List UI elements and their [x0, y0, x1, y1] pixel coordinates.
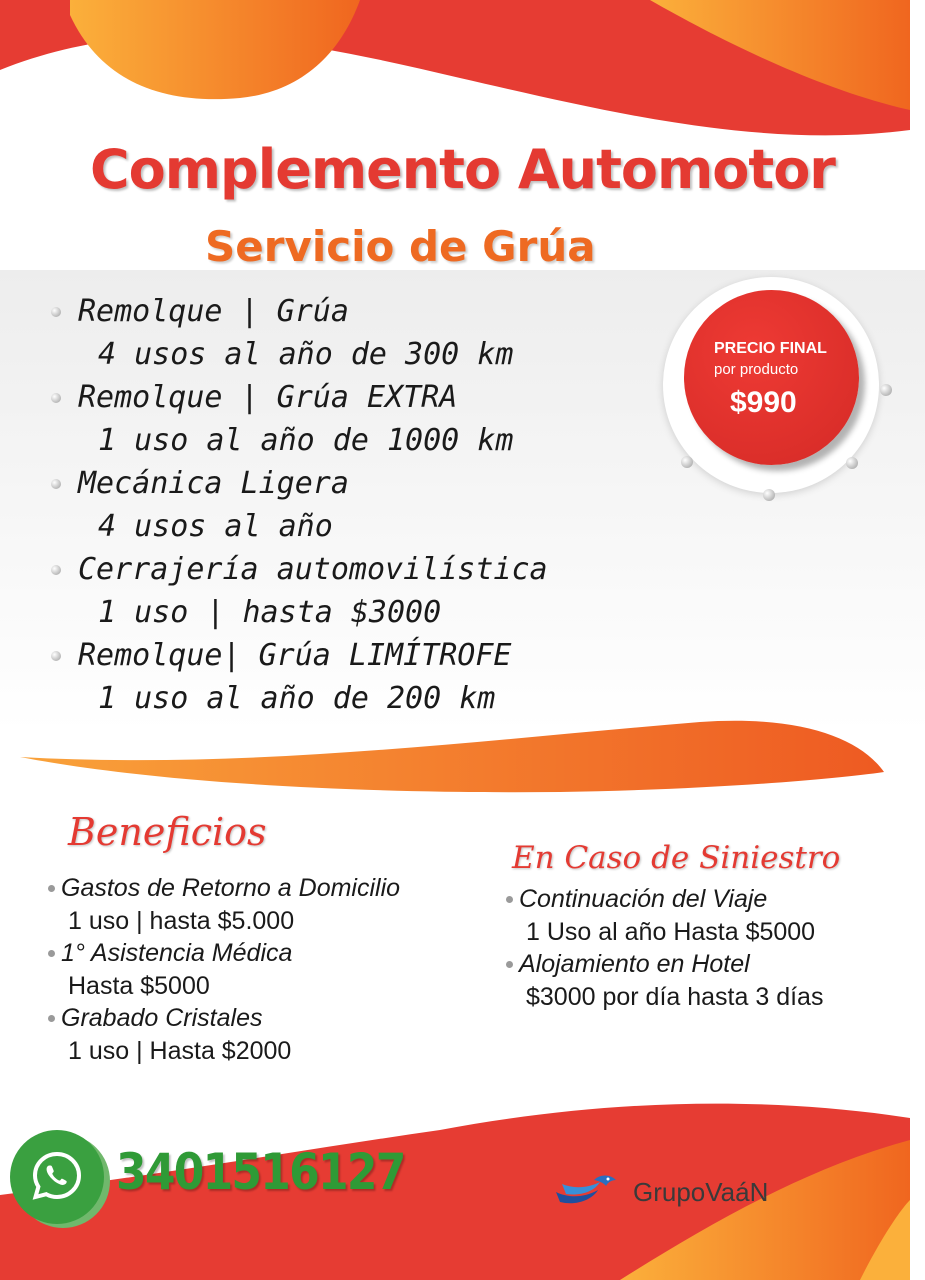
price-value: $990: [730, 386, 797, 419]
benefit-name: Gastos de Retorno a Domicilio: [61, 874, 401, 902]
service-item: [48, 634, 548, 720]
siniestro-list: [506, 883, 823, 1013]
siniestro-name: Continuación del Viaje: [519, 885, 768, 913]
phone-number[interactable]: 3401516127: [116, 1143, 405, 1201]
price-label: PRECIO FINAL: [714, 340, 827, 357]
service-name: Cerrajería automovilística: [78, 552, 548, 587]
siniestro-detail: $3000 por día hasta 3 días: [526, 982, 824, 1011]
benefit-item: [48, 872, 400, 937]
benefit-item: [48, 1002, 400, 1067]
bullet-icon: [51, 565, 61, 575]
benefit-detail: 1 uso | hasta $5.000: [68, 906, 295, 935]
benefit-detail: Hasta $5000: [68, 971, 210, 1000]
siniestro-item: [506, 883, 823, 948]
benefits-heading: Beneficios: [68, 810, 267, 854]
service-name: Remolque | Grúa EXTRA: [78, 380, 458, 415]
whatsapp-icon[interactable]: [31, 1150, 83, 1202]
benefit-detail: 1 uso | Hasta $2000: [68, 1036, 292, 1065]
benefit-name: 1° Asistencia Médica: [61, 939, 293, 967]
price-sublabel: por producto: [714, 361, 799, 378]
benefits-list: [48, 872, 400, 1067]
service-detail: 1 uso | hasta $3000: [98, 595, 442, 630]
bullet-icon: [506, 961, 513, 968]
service-detail: 4 usos al año de 300 km: [98, 337, 514, 372]
page-title: Complemento Automotor: [90, 138, 835, 201]
service-name: Mecánica Ligera: [78, 466, 349, 501]
services-list: [48, 290, 548, 720]
bullet-icon: [51, 307, 61, 317]
benefit-item: [48, 937, 400, 1002]
bullet-icon: [506, 896, 513, 903]
dot-icon: [681, 456, 693, 468]
bullet-icon: [51, 651, 61, 661]
dot-icon: [763, 489, 775, 501]
siniestro-name: Alojamiento en Hotel: [519, 950, 750, 978]
service-item: [48, 462, 548, 548]
dot-icon: [880, 384, 892, 396]
bird-logo-icon: [554, 1172, 620, 1212]
bullet-icon: [48, 950, 55, 957]
bullet-icon: [48, 1015, 55, 1022]
service-name: Remolque | Grúa: [78, 294, 349, 329]
bullet-icon: [51, 393, 61, 403]
siniestro-item: [506, 948, 823, 1013]
siniestro-detail: 1 Uso al año Hasta $5000: [526, 917, 816, 946]
siniestro-heading: En Caso de Siniestro: [512, 840, 841, 876]
dot-icon: [846, 457, 858, 469]
bullet-icon: [48, 885, 55, 892]
service-name: Remolque| Grúa LIMÍTROFE: [78, 638, 512, 673]
service-item: [48, 376, 548, 462]
service-detail: 4 usos al año: [98, 509, 333, 544]
brand-name: GrupoVaáN: [633, 1177, 769, 1207]
benefit-name: Grabado Cristales: [61, 1004, 263, 1032]
service-item: [48, 290, 548, 376]
page-subtitle: Servicio de Grúa: [205, 222, 596, 271]
service-item: [48, 548, 548, 634]
bullet-icon: [51, 479, 61, 489]
service-detail: 1 uso al año de 200 km: [98, 681, 496, 716]
service-detail: 1 uso al año de 1000 km: [98, 423, 514, 458]
